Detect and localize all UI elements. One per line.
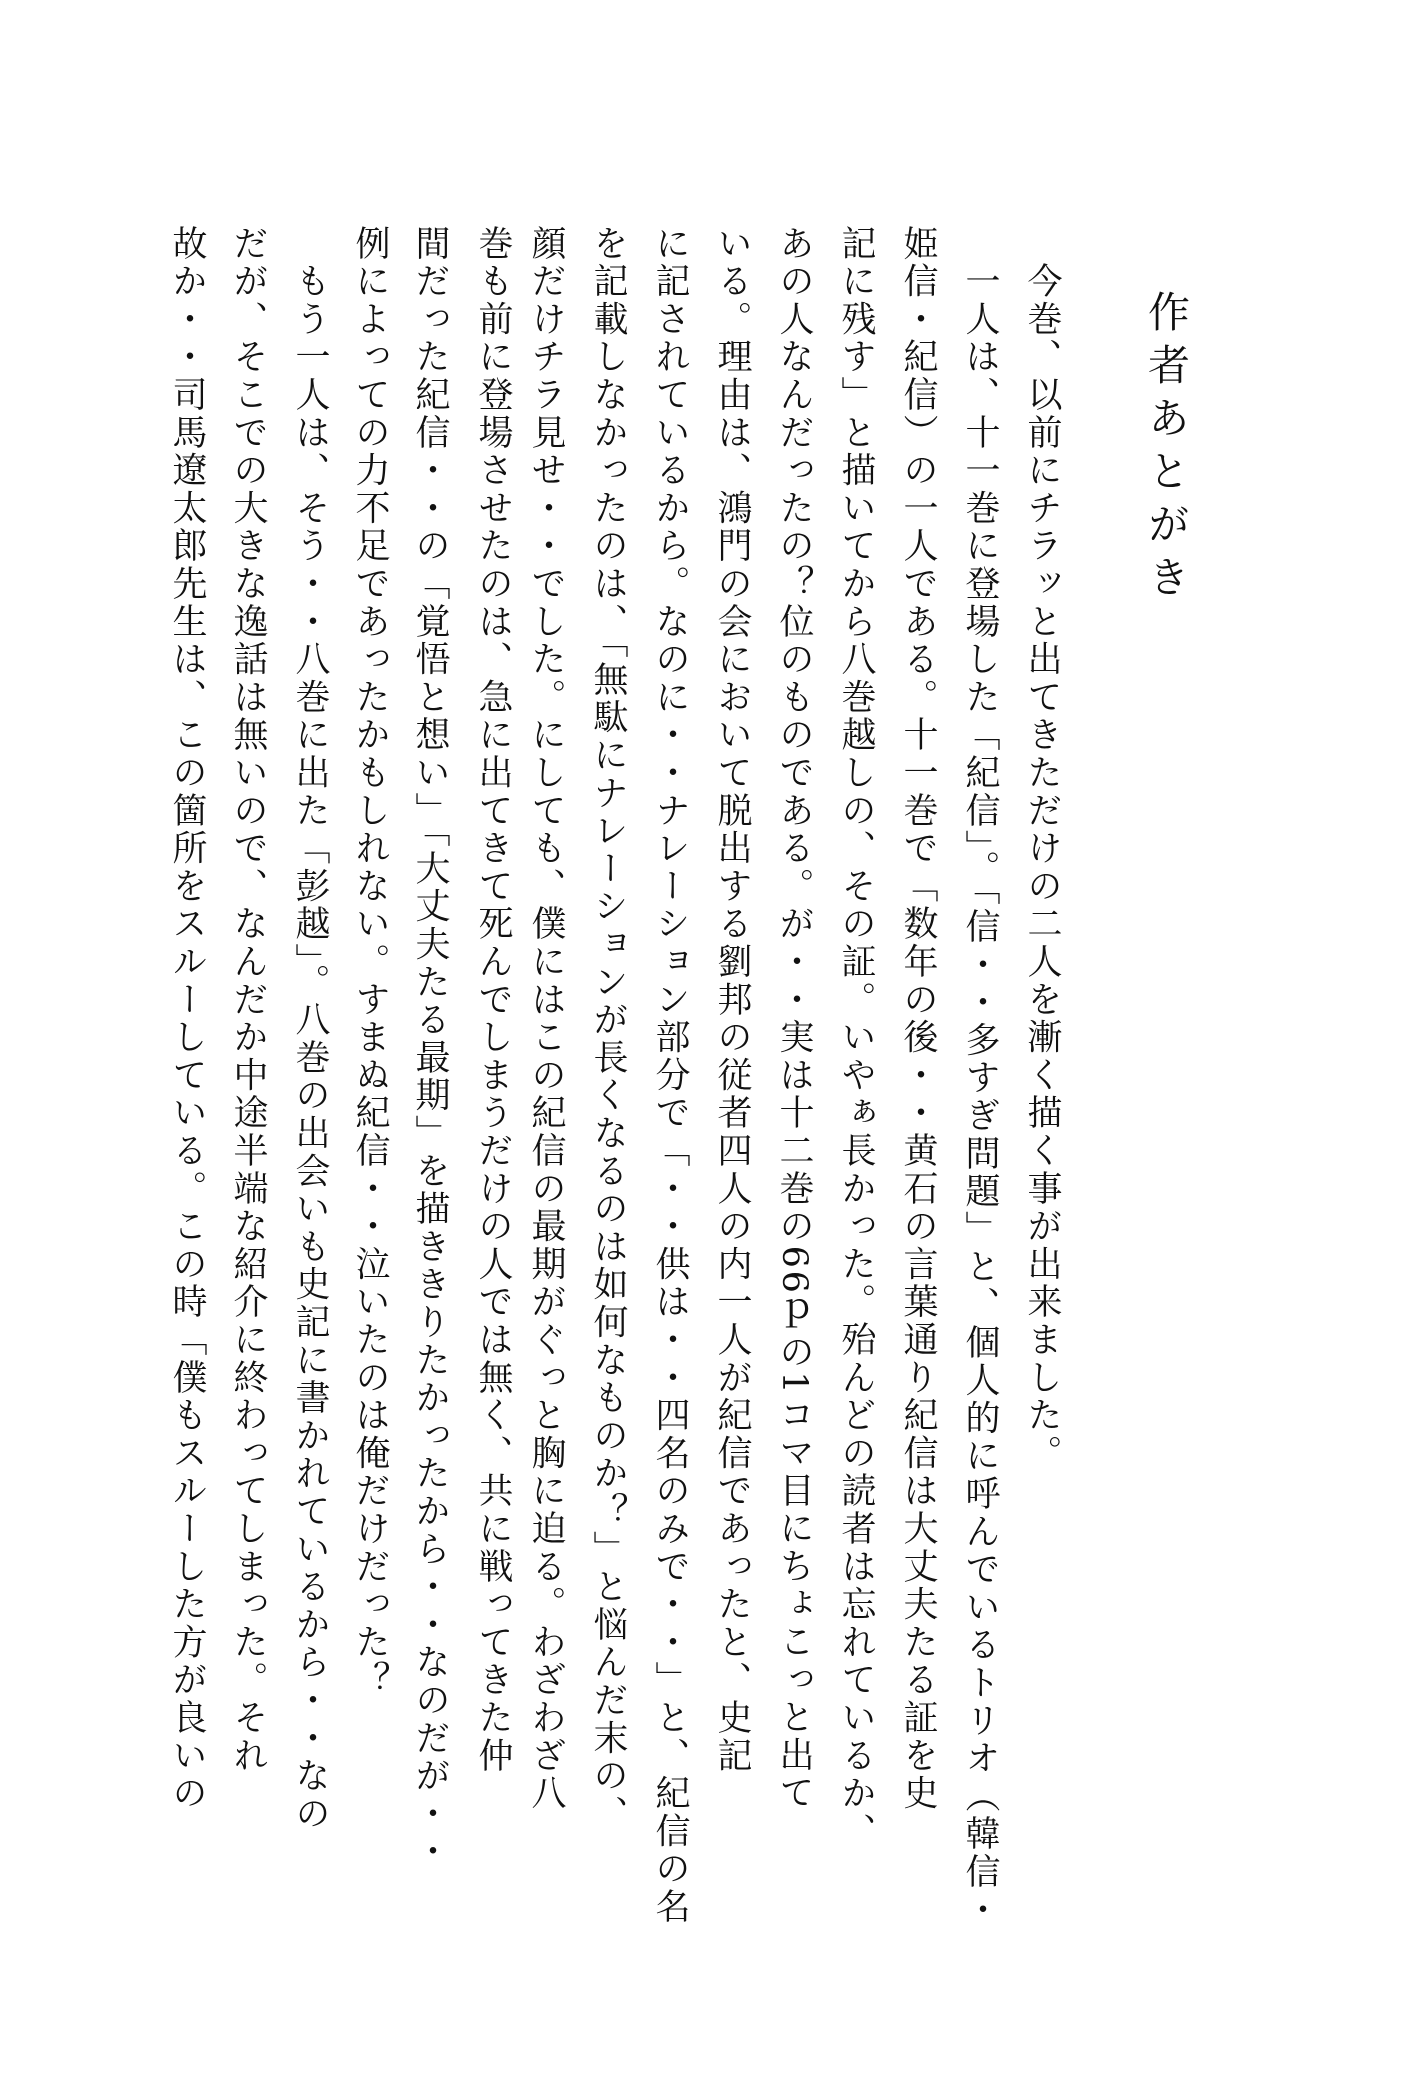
text-column-14: だが、そこでの大きな逸話は無いので、なんだか中途半端な紹介に終わってしまった。それ xyxy=(228,225,268,1775)
text-column-7: に記されているから。なのに・・ナレーション部分で「・・供は・・四名のみで・・」と、紀信の名 xyxy=(650,225,690,1926)
text-column-6: いる。理由は、鴻門の会において脱出する劉邦の従者四人の内一人が紀信であったと、史記 xyxy=(712,225,752,1775)
text-column-11: 間だった紀信・・の「覚悟と想い」「大丈夫たる最期」を描ききりたかったから・・なのだが・・ xyxy=(410,225,450,1871)
text-column-5: あの人なんだったの？位のものである。が・・実は十二巻の66ｐの1コマ目にちょこっと出て xyxy=(774,225,814,1813)
text-column-4: 記に残す」と描いてから八巻越しの、その証。いやぁ長かった。殆んどの読者は忘れているか、 xyxy=(836,225,876,1851)
text-column-15: 故か・・司馬遼太郎先生は、この箇所をスルーしている。この時「僕もスルーした方が良いの xyxy=(167,225,207,1813)
text-column-13: もう一人は、そう・・八巻に出た「彭越」。八巻の出会いも史記に書かれているから・・なの xyxy=(290,225,330,1833)
text-column-12: 例によっての力不足であったかもしれない。すまぬ紀信・・泣いたのは俺だけだった？ xyxy=(350,225,390,1700)
text-column-9: 顔だけチラ見せ・・でした。にしても、僕にはこの紀信の最期がぐっと胸に迫る。わざわざ八 xyxy=(526,225,566,1813)
text-column-1: 今巻、以前にチラッと出てきただけの二人を漸く描く事が出来ました。 xyxy=(1022,225,1062,1473)
text-column-8: を記載しなかったのは、「無駄にナレーションが長くなるのは如何なものか？」と悩んだ末の、 xyxy=(588,225,628,1833)
text-column-2: 一人は、十一巻に登場した「紀信」。「信・・多すぎ問題」と、個人的に呼んでいるトリオ（韓信・ xyxy=(960,225,1000,1929)
page-title: 作者あとがき xyxy=(1142,290,1191,608)
text-column-3: 姫信・紀信）の一人である。十一巻で「数年の後・・黄石の言葉通り紀信は大丈夫たる証を史 xyxy=(898,225,938,1813)
text-column-10: 巻も前に登場させたのは、急に出てきて死んでしまうだけの人では無く、共に戦ってきた仲 xyxy=(473,225,513,1775)
